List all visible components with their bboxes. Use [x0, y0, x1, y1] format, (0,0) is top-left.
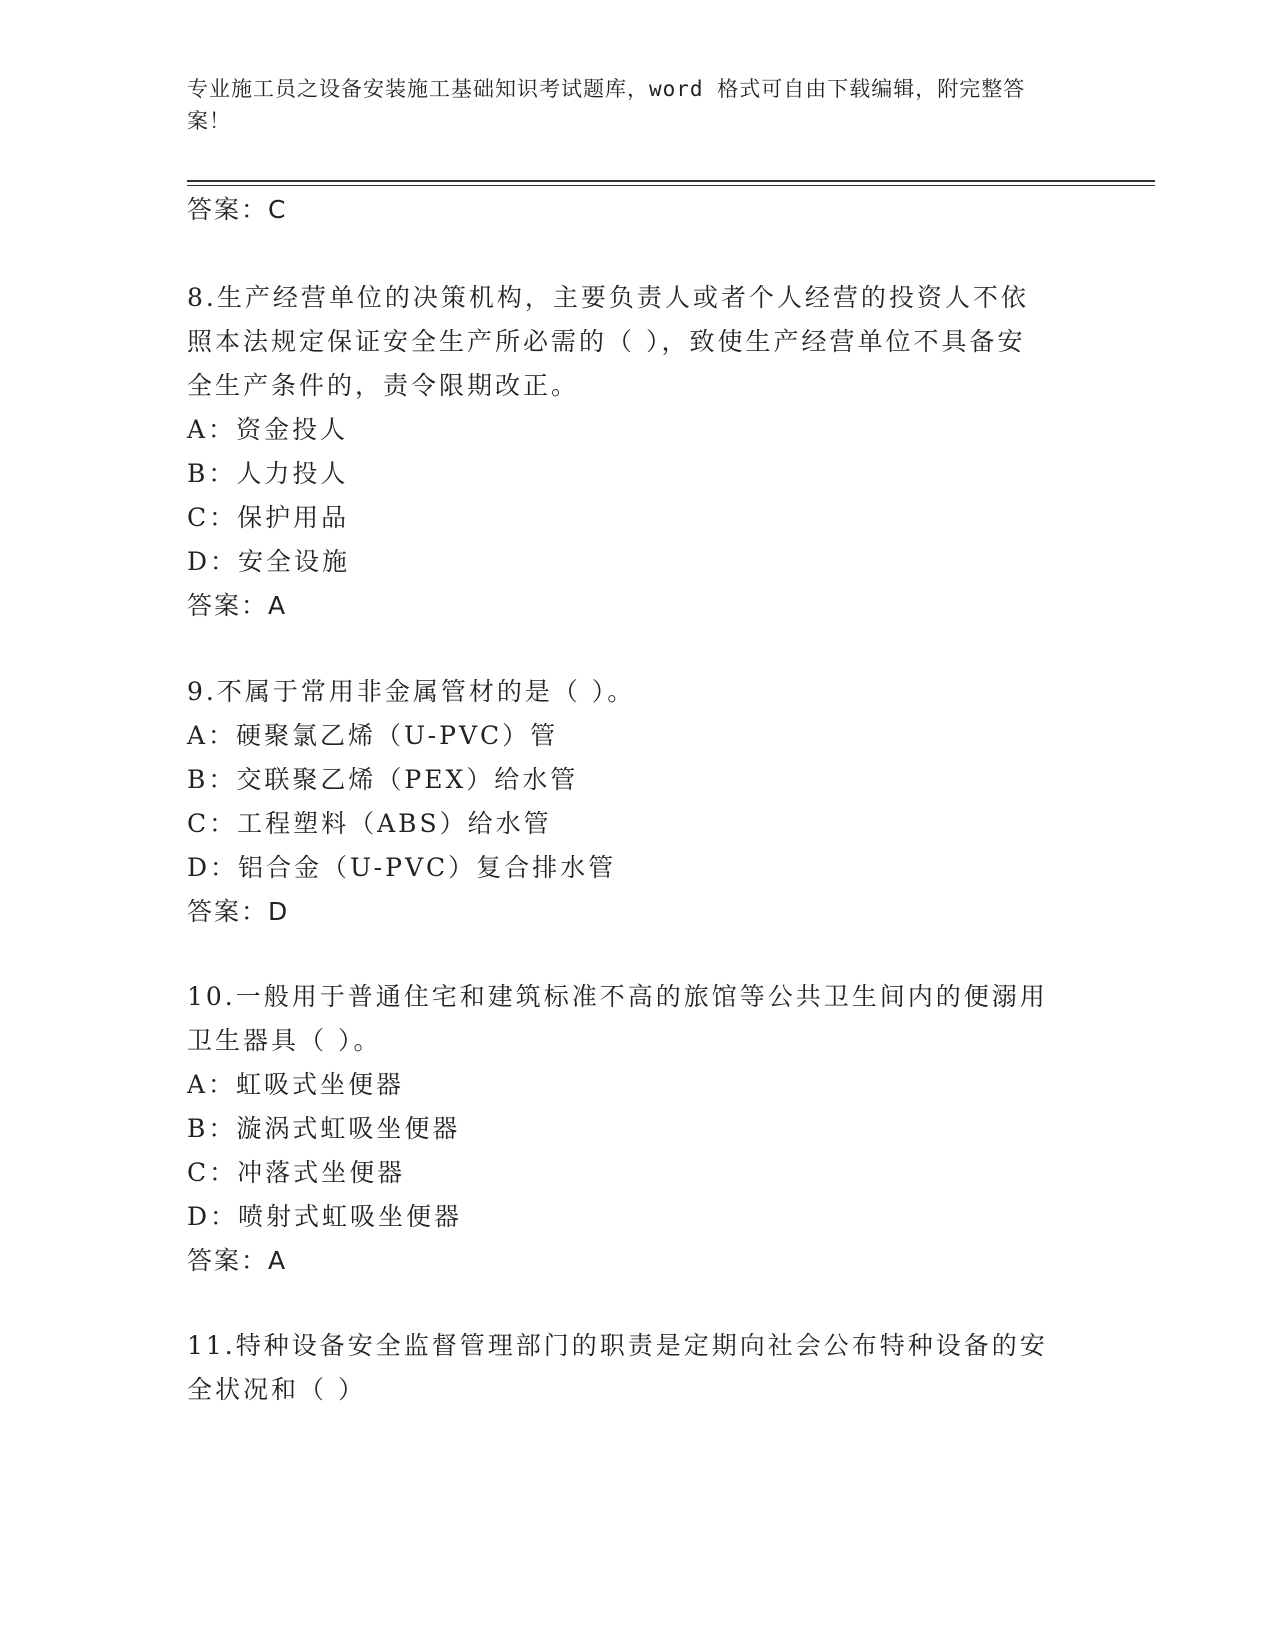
question-10-stem-line-2: 卫生器具（ ）。	[187, 1026, 382, 1055]
header-rule-thin	[187, 185, 1155, 186]
document-header: 专业施工员之设备安装施工基础知识考试题库，word 格式可自由下载编辑，附完整答案！	[187, 77, 1026, 133]
question-11-stem-line-1: 11.特种设备安全监督管理部门的职责是定期向社会公布特种设备的安	[187, 1331, 1048, 1360]
question-10-option-b: B：漩涡式虹吸坐便器	[187, 1114, 461, 1143]
previous-answer: 答案：C	[187, 195, 288, 224]
question-8-stem-line-2: 照本法规定保证安全生产所必需的（ ），致使生产经营单位不具备安	[187, 327, 1026, 356]
question-10-answer: 答案：A	[187, 1246, 288, 1275]
question-9-answer: 答案：D	[187, 897, 290, 926]
question-8-option-d: D：安全设施	[187, 547, 351, 576]
question-10-option-c: C：冲落式坐便器	[187, 1158, 406, 1187]
question-11-stem-line-2: 全状况和（ ）	[187, 1375, 366, 1404]
question-8-option-b: B：人力投人	[187, 459, 349, 488]
question-8-answer: 答案：A	[187, 591, 288, 620]
question-9-option-b: B：交联聚乙烯（PEX）给水管	[187, 765, 579, 794]
question-10-stem-line-1: 10.一般用于普通住宅和建筑标准不高的旅馆等公共卫生间内的便溺用	[187, 982, 1048, 1011]
question-9-option-c: C：工程塑料（ABS）给水管	[187, 809, 552, 838]
question-8-option-c: C：保护用品	[187, 503, 350, 532]
header-rule-thick	[187, 180, 1155, 182]
question-8-stem-line-3: 全生产条件的，责令限期改正。	[187, 371, 580, 400]
question-9-option-d: D：铝合金（U-PVC）复合排水管	[187, 853, 617, 882]
question-10-option-a: A：虹吸式坐便器	[187, 1070, 405, 1099]
question-8-stem-line-1: 8.生产经营单位的决策机构，主要负责人或者个人经营的投资人不依	[187, 283, 1029, 312]
question-10-option-d: D：喷射式虹吸坐便器	[187, 1202, 463, 1231]
question-9-stem-line-1: 9.不属于常用非金属管材的是（ ）。	[187, 677, 636, 706]
question-8-option-a: A：资金投人	[187, 415, 349, 444]
question-9-option-a: A：硬聚氯乙烯（U-PVC）管	[187, 721, 559, 750]
